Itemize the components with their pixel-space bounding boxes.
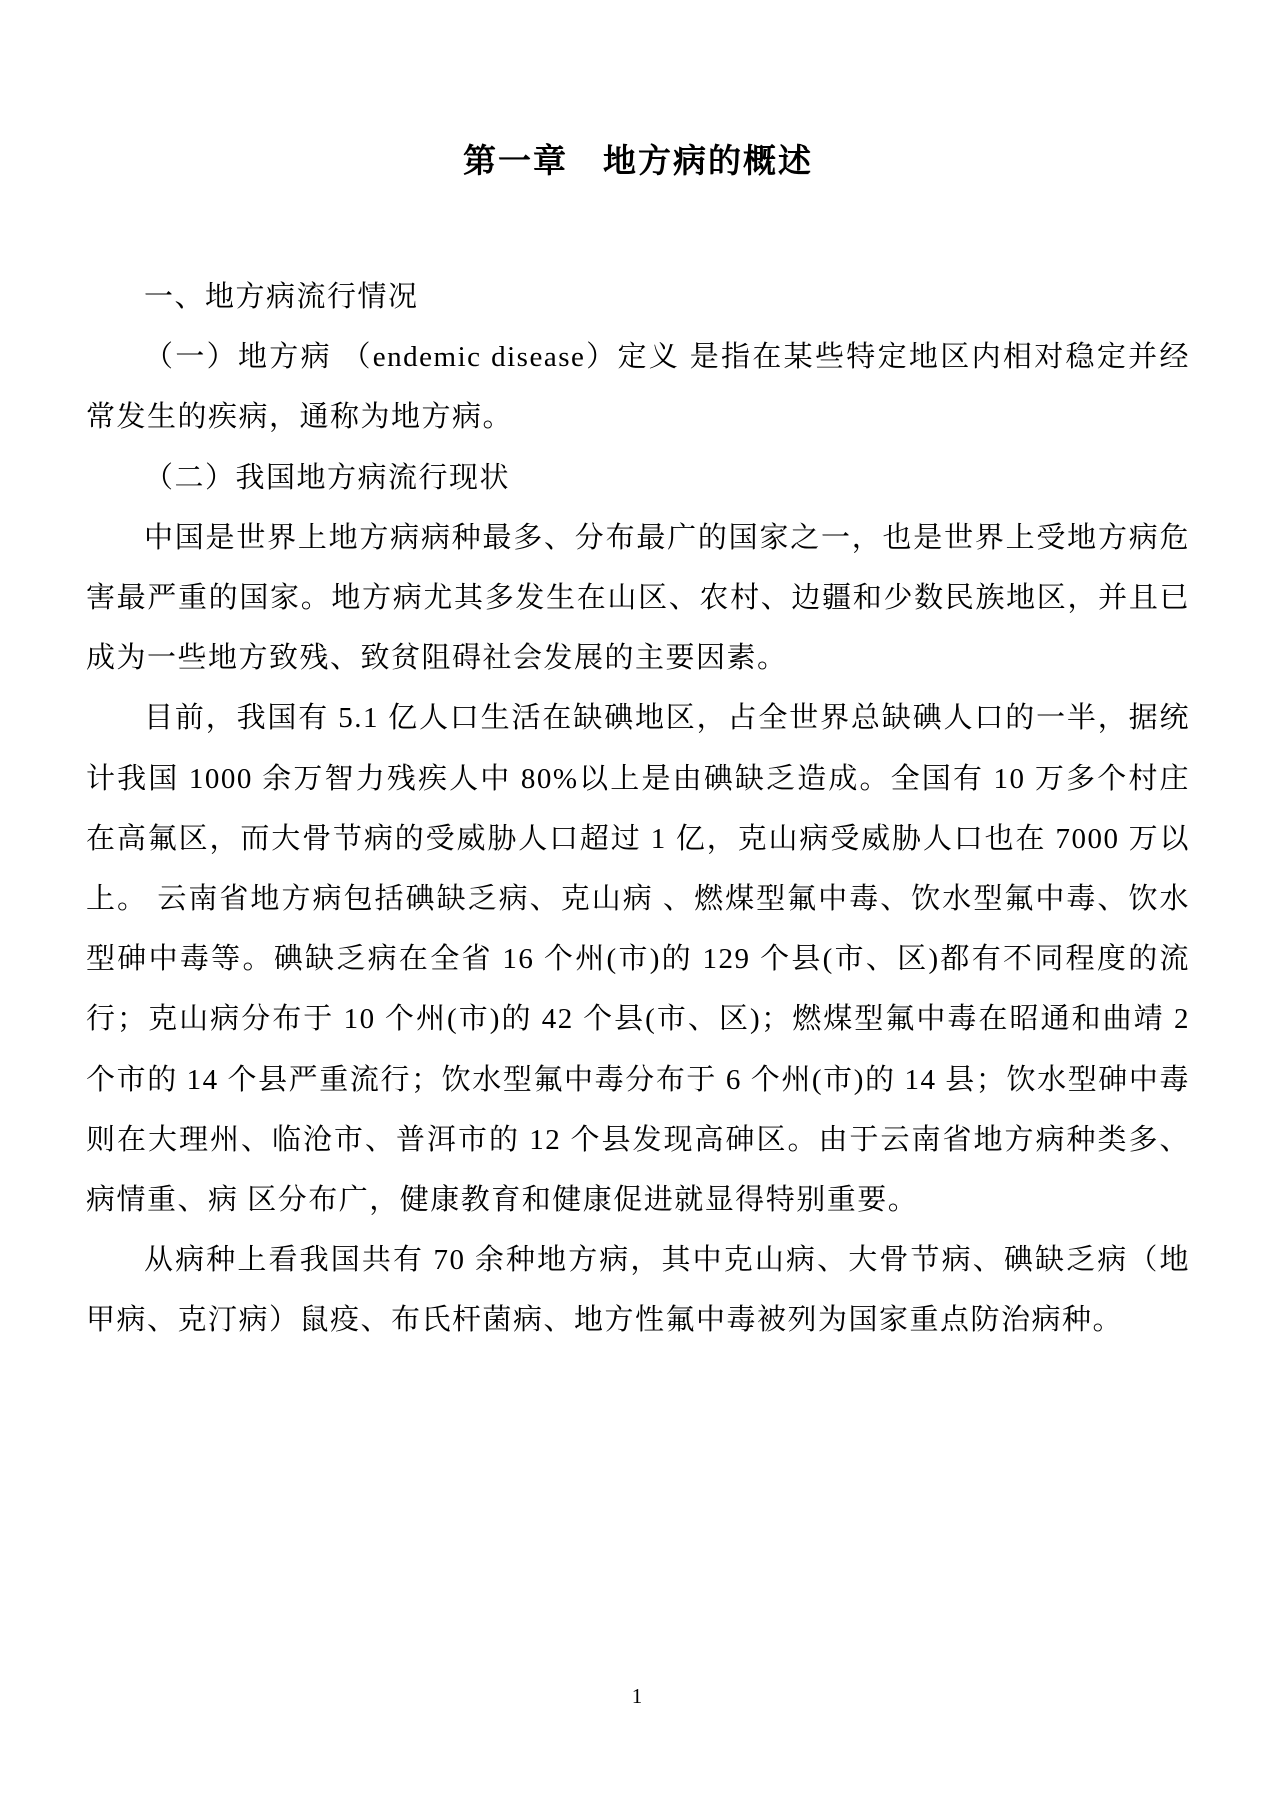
paragraph-subsection-heading: （二）我国地方病流行现状 [144, 461, 511, 494]
chapter-title: 第一章 地方病的概述 [463, 144, 813, 180]
paragraph-china-overview: 中国是世界上地方病病种最多、分布最广的国家之一，也是世界上受地方病危害最严重的国家。地方病尤其多发生在山区、农村、边疆和少数民族地区，并且已成为一些地方致残、致贫阻碍社会发展的主要因素。 [86, 521, 1190, 675]
paragraph-disease-types: 从病种上看我国共有 70 余种地方病，其中克山病、大骨节病、碘缺乏病（地甲病、克汀病）鼠疫、布氏杆菌病、地方性氟中毒被列为国家重点防治病种。 [86, 1244, 1190, 1337]
paragraph-definition: （一）地方病 （endemic disease）定义 是指在某些特定地区内相对稳定并经常发生的疾病，通称为地方病。 [86, 341, 1190, 434]
body-text [86, 267, 1190, 1351]
paragraph-section-heading: 一、地方病流行情况 [144, 281, 419, 313]
document-content [86, 142, 1190, 1351]
paragraph-statistics: 目前，我国有 5.1 亿人口生活在缺碘地区，占全世界总缺碘人口的一半，据统计我国 1000 余万智力残疾人中 80%以上是由碘缺乏造成。全国有 10 万多个村庄在高氟区，而大骨节病的受威胁人口超过 1 亿，克山病受威胁人口也在 7000 万以上。 云南省地方病包括碘缺乏病、克山病 、燃煤型氟中毒、饮水型氟中毒、饮水型砷中毒等。碘缺乏病在全省 16 个州(市)的 129 个县(市、区)都有不同程度的流行；克山病分布于 10 个州(市)的 42 个县(市、区)；燃煤型氟中毒在昭通和曲靖 2 个市的 14 个县严重流行；饮水型氟中毒分布于 6 个州(市)的 14 县；饮水型砷中毒则在大理州、临沧市、普洱市的 12 个县发现高砷区。由于云南省地方病种类多、病情重、病 区分布广，健康教育和健康促进就显得特别重要。 [86, 702, 1190, 1217]
page-number: 1 [631, 1684, 643, 1708]
